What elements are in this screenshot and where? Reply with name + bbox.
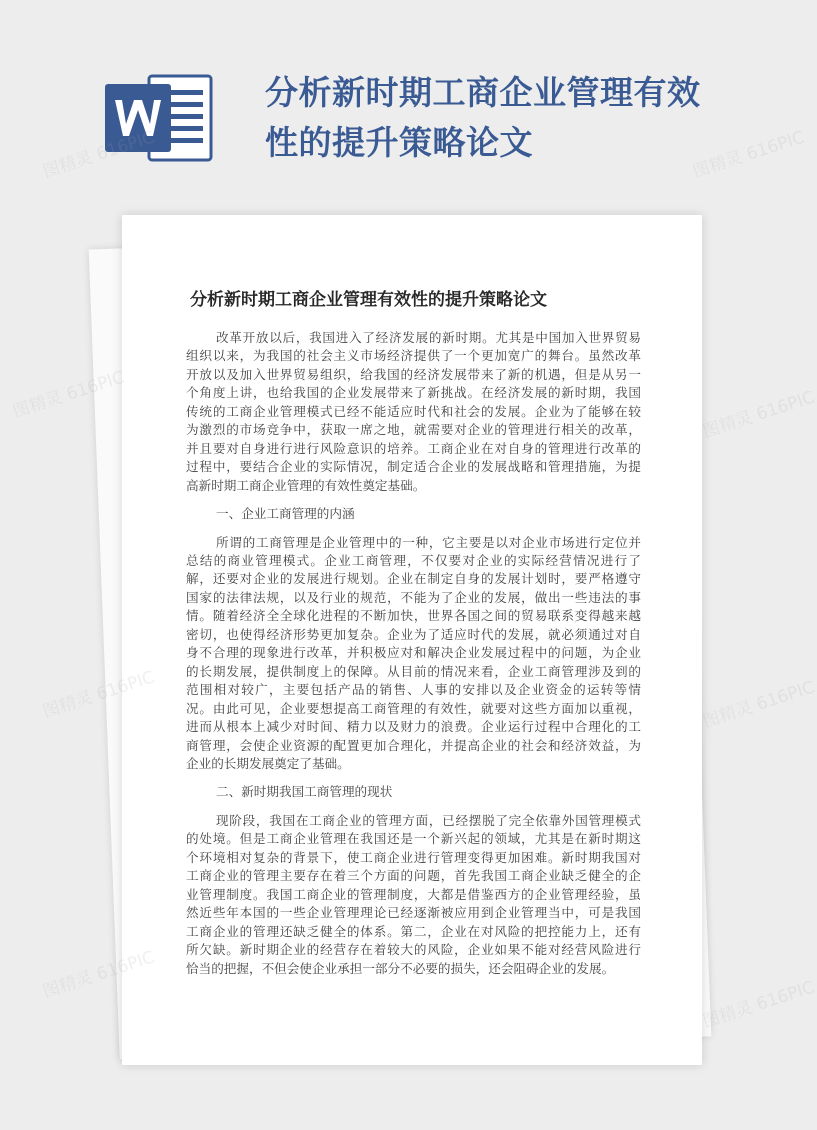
body-text-line: 解，还要对企业的发展进行规划。企业在制定自身的发展计划时，要严格遵守 [186,571,641,587]
watermark: 图精灵 616PIC [10,367,128,423]
body-text-line: 过程中，要结合企业的实际情况，制定适合企业的发展战略和管理措施，为提 [186,459,641,475]
body-text-line: 国家的法律法规，以及行业的规范，不能为了企业的发展，做出一些违法的事 [186,589,641,605]
watermark: 图精灵 616PIC [40,667,158,723]
body-text-line: 企业的长期发展奠定了基础。 [186,755,350,771]
body-text-line: 个环境相对复杂的背景下，使工商企业进行管理变得更加困难。新时期我国对 [186,849,641,865]
body-text-line: 个角度上讲，也给我国的企业发展带来了新挑战。在经济发展的新时期，我国 [186,385,641,401]
body-text-line: 并且要对自身进行进行风险意识的培养。工商企业在对自身的管理进行改革的 [186,440,641,456]
word-document-icon [103,68,215,168]
body-text-line: 商管理，会使企业资源的配置更加合理化，并提高企业的社会和经济效益，为 [186,737,641,753]
section-heading: 一、企业工商管理的内涵 [216,506,355,522]
body-text-line: 开放以及加入世界贸易组织，给我国的经济发展带来了新的机遇，但是从另一 [186,366,641,382]
body-text-line: 工商企业的管理还缺乏健全的体系。第二，企业在对风险的把控能力上，还有 [186,923,641,939]
body-text-line: 工商企业的管理主要存在着三个方面的问题，首先我国工商企业缺乏健全的企 [186,868,641,884]
body-text-line: 现阶段，我国在工商企业的管理方面，已经摆脱了完全依靠外国管理模式 [216,812,641,828]
header-title [265,68,705,168]
document-page [122,215,702,1065]
watermark: 图精灵 616PIC [40,127,158,183]
body-text-line: 情。随着经济全全球化进程的不断加快，世界各国之间的贸易联系变得越来越 [186,608,641,624]
page-header [0,0,800,200]
body-text-line: 所欠缺。新时期企业的经营存在着较大的风险，企业如果不能对经营风险进行 [186,942,641,958]
body-text-line: 的长期发展，提供制度上的保障。从目前的情况来看，企业工商管理涉及到的 [186,663,641,679]
body-text-line: 身不合理的现象进行改革，并积极应对和解决企业发展过程中的问题，为企业 [186,645,641,661]
body-text-line: 总结的商业管理模式。企业工商管理，不仅要对企业的实际经营情况进行了 [186,552,641,568]
body-text-line: 改革开放以后，我国进入了经济发展的新时期。尤其是中国加入世界贸易 [216,330,641,345]
body-text-line: 恰当的把握，不但会使企业承担一部分不必要的损失，还会阻碍企业的发展。 [186,960,615,976]
paragraph-gap [186,802,641,812]
header-title-line: 分析新时期工商企业管理有效 [265,73,701,112]
document-body [186,329,641,978]
watermark: 图精灵 616PIC [700,977,817,1033]
body-text-line: 组织以来，为我国的社会主义市场经济提供了一个更加宽广的舞台。虽然改革 [186,348,641,364]
header-title-line: 性的提升策略论文 [265,123,533,162]
body-text-line: 高新时期工商企业管理的有效性奠定基础。 [186,477,426,493]
body-text-line: 的处境。但是工商企业管理在我国还是一个新兴起的领域，尤其是在新时期这 [186,831,641,847]
body-text-line: 进而从根本上减少对时间、精力以及财力的浪费。企业运行过程中合理化的工 [186,719,641,735]
body-text-line: 业管理制度。我国工商企业的管理制度，大都是借鉴西方的企业管理经验，虽 [186,886,641,902]
body-text-line: 况。由此可见，企业要想提高工商管理的有效性，就要对这些方面加以重视， [186,700,641,716]
watermark: 图精灵 616PIC [690,127,808,183]
paragraph-gap [186,495,641,505]
body-text-line: 范围相对较广，主要包括产品的销售、人事的安排以及企业资金的运转等情 [186,682,641,698]
body-text-line: 为激烈的市场竞争中，获取一席之地，就需要对企业的管理进行相关的改革， [186,422,641,438]
body-text-line: 所谓的工商管理是企业管理中的一种，它主要是以对企业市场进行定位并 [216,534,641,550]
watermark: 图精灵 616PIC [700,387,817,443]
document-title: 分析新时期工商企业管理有效性的提升策略论文 [190,290,547,310]
watermark: 图精灵 616PIC [700,677,817,733]
section-heading: 二、新时期我国工商管理的现状 [216,784,393,800]
paragraph-gap [186,524,641,534]
body-text-line: 密切，也使得经济形势更加复杂。企业为了适应时代的发展，就必须通过对自 [186,626,641,642]
body-text-line: 传统的工商企业管理模式已经不能适应时代和社会的发展。企业为了能够在较 [186,403,641,419]
paragraph-gap [186,773,641,783]
body-text-line: 然近些年本国的一些企业管理理论已经逐渐被应用到企业管理当中，可是我国 [186,905,641,921]
watermark: 图精灵 616PIC [40,947,158,1003]
